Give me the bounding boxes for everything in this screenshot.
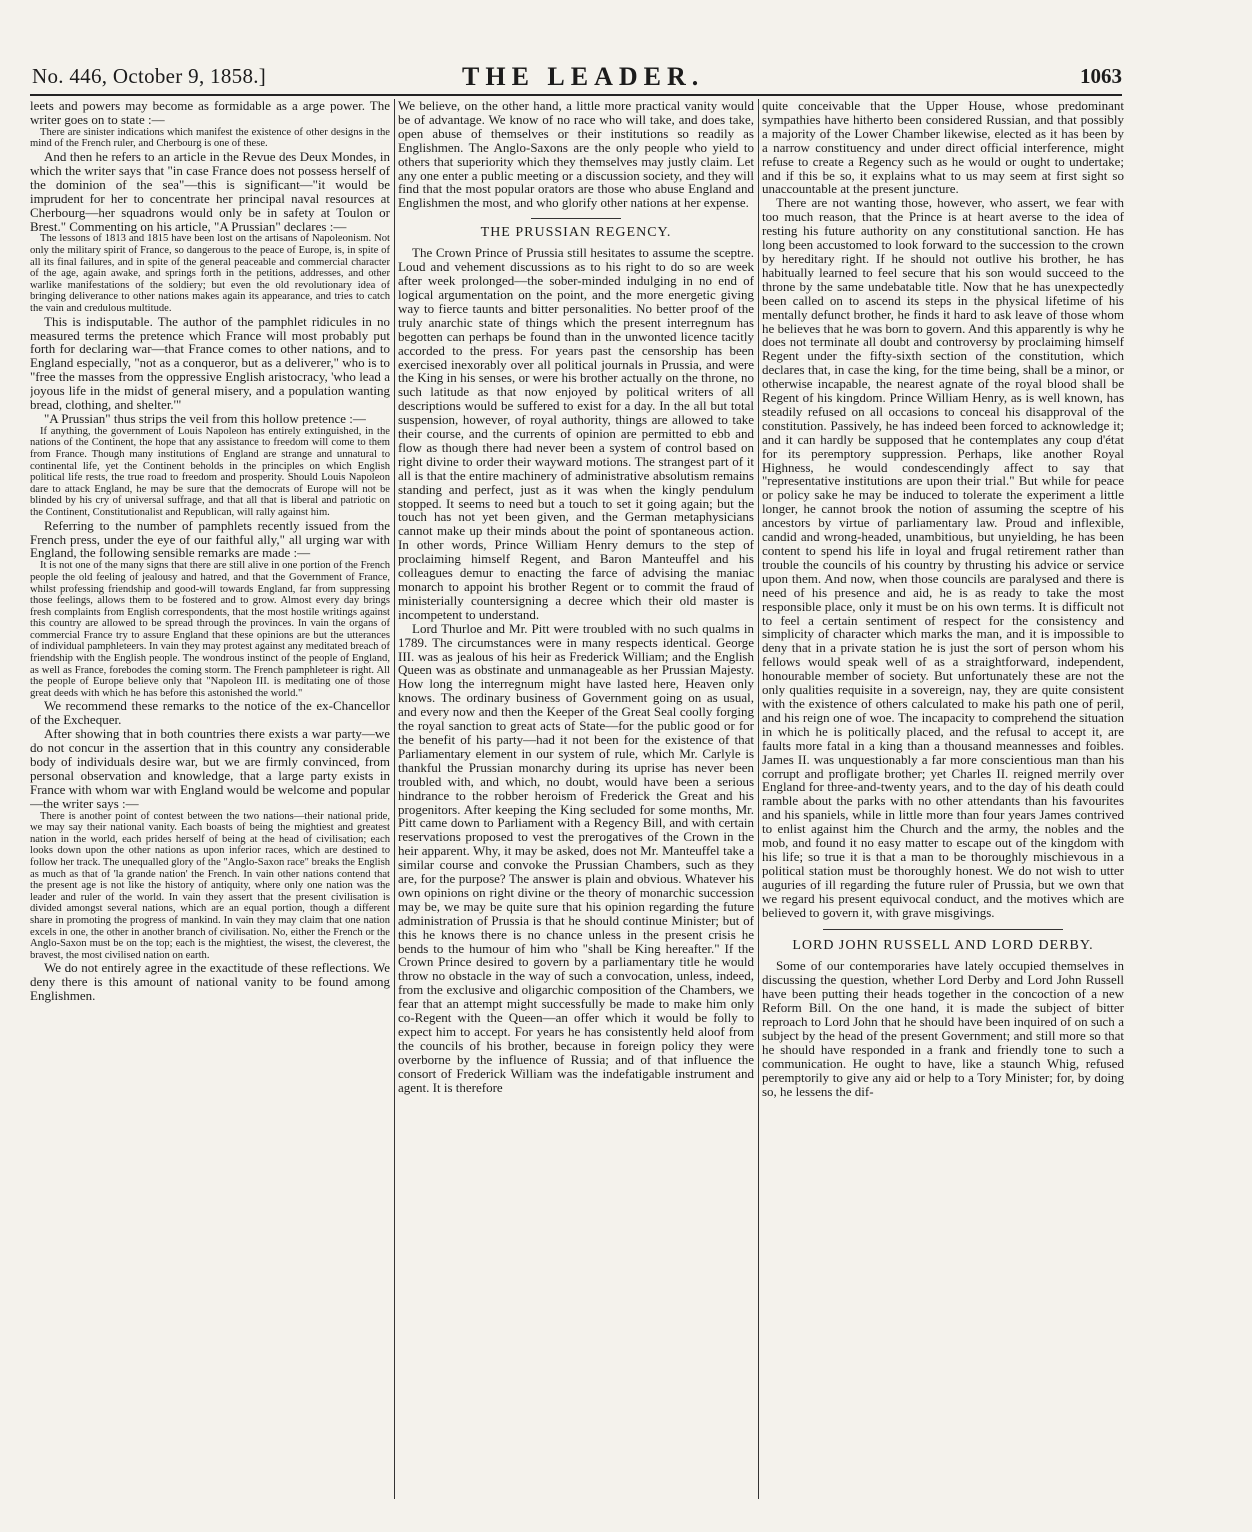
page-number: 1063 — [1080, 64, 1122, 88]
col1-quote-6: If anything, the government of Louis Napoleon has entirely extinguished, in the nations of the Continent, the hope that any assistance to freedom will come to them from France. Though many institutions of England are strange and unnatural to continental life, yet the Continent beholds in the principles on which English political life rests, the true road to freedom and prosperity. Should Louis Napoleon dare to attack England, he may be sure that the democrats of Europe will not be blinded by his cry of universal suffrage, and that all that is liberal and patriotic on the Continent, Constitutionalist and Republican, will rally against him. — [30, 425, 390, 518]
col1-para-0: leets and powers may become as formidable as a arge power. The writer goes on to state :— — [30, 99, 390, 127]
issue-date: No. 446, October 9, 1858.] — [32, 64, 267, 88]
col1-para-7: Referring to the number of pamphlets recently issued from the French press, under the eye of our faithful ally," all urging war with England, the following sensible remarks are made :— — [30, 517, 390, 561]
col1-quote-11: There is another point of contest between the two nations—their national pride, we may say their national vanity. Each boasts of being the mightiest and greatest nation in the world, each prides herself of being at the head of civilisation; each looks down upon the other nations as upon inferior races, which are destined to follow her track. The unequalled glory of the "Anglo-Saxon race" breaks the English as much as that of 'la grande nation' the French. In vain other nations contend that the present age is not like the history of antiquity, where only one nation was the leader and ruler of the world. In vain they assert that the present civilisation is divided amongst several nations, which are an equal portion, though a different share in promoting the progress of mankind. In vain they may claim that one nation excels in one, the other in another branch of civilisation. No, either the French or the Anglo-Saxon must be on the top; each is the mightiest, the wisest, the cleverest, the bravest, the most civilised nation on earth. — [30, 810, 390, 961]
col1-para-4: This is indisputable. The author of the pamphlet ridicules in no measured terms the pretence which France will most probably put forth for declaring war—that France comes to other nations, and to England especially, "not as a conqueror, but as a deliverer," who is to "free the masses from the oppressive English aristocracy, 'who lead a joyous life in the midst of general misery, and a population wanting bread, clothing, and shelter.'" — [30, 313, 390, 413]
col3-closing: Some of our contemporaries have lately occupied themselves in discussing the question, whether Lord Derby and Lord John Russell have been putting their heads together in the concoction of a new Reform Bill. On the one hand, it is made the subject of bitter reproach to Lord John that he should have been inquired of on such a subject by the head of the present Government; and still more so that he should have responded in a frank and friendly tone to such a communication. He ought to have, like a staunch Whig, refused peremptorily to give any aid or help to a Tory Minister; for, by doing so, he lessens the dif- — [762, 958, 1124, 1099]
article-heading-russell-derby: LORD JOHN RUSSELL AND LORD DERBY. — [792, 938, 1094, 954]
col3-para-0: quite conceivable that the Upper House, whose predominant sympathies have hitherto been considered Russian, and that possibly a majority of the Lower Chamber likewise, elected as it has been by a narrow constituency and under direct official interference, might refuse to create a Regency such as he would or ought to undertake; and if this be so, it explains what to us may seem at first sight so unaccountable at the present juncture. — [762, 99, 1124, 197]
col1-para-12: We do not entirely agree in the exactitude of these reflections. We deny there is this amount of national vanity to be found among Englishmen. — [30, 960, 390, 1004]
col1-para-2: And then he refers to an article in the Revue des Deux Mondes, in which the writer says that "in case France does not possess herself of the dominion of the sea"—this is significant—"it would be imprudent for her to concentrate her principal naval resources at Cherbourg—her squadrons would only be in safety at Toulon or Brest." Commenting on his article, "A Prussian" declares :— — [30, 149, 390, 234]
col2-intro: We believe, on the other hand, a little more practical vanity would be of advantage. We know of no race who will take, and does take, open abuse of themselves or their institutions so readily as Englishmen. The Anglo-Saxons are the only people who yield to others that superiority which they themselves may justly claim. Let any one enter a public meeting or a discussion society, and they will find that the most popular orators are those who abuse England and Englishmen the most, and who glorify other nations at her expense. — [398, 99, 754, 211]
col1-para-5: "A Prussian" thus strips the veil from this hollow pretence :— — [44, 410, 366, 426]
article-heading-prussian-regency: THE PRUSSIAN REGENCY. — [480, 225, 672, 241]
col2-para-1: Lord Thurloe and Mr. Pitt were troubled with no such qualms in 1789. The circumstances were in many respects identical. George III. was as jealous of his heir as Frederick William; and the English Queen was as obstinate and unmanageable as her Prussian Majesty. How long the interregnum might have lasted here, Heaven only knows. The ordinary business of Government going on as usual, and every now and then the Keeper of the Great Seal coolly forging the royal sanction to great acts of State—for the public good or for the benefit of his party—had it not been for the existence of that Parliamentary element in our system of rule, which Mr. Carlyle is thankful the Prussian monarchy during its uprise has never been troubled with, and which, no doubt, would have been a serious hindrance to the robber heroism of Frederick the Great and his progenitors. After keeping the King secluded for some months, Mr. Pitt came down to Parliament with a Regency Bill, and with certain reservations proposed to vest the prerogatives of the Crown in the heir apparent. Why, it may be asked, does not Mr. Manteuffel take a similar course and convoke the Prussian Chambers, such as they are, for the purpose? The answer is plain and obvious. Whatever his own opinions on right divine or the theory of monarchic succession may be, we may be quite sure that his opinion regarding the future administration of Prussia is that he should continue Minister; but of this he knows there is no chance unless in the present crisis he bends to the humour of him who "shall be King hereafter." If the Crown Prince desired to govern by a parliamentary title he would throw no obstacle in the way of such a convocation, unless, indeed, from the exclusive and oligarchic composition of the Chambers, we fear that an attempt might successfully be made to make him only co-Regent with the Queen—an offer which it would be folly to expect him to accept. For years he has consistently held aloof from the councils of his brother, because in foreign policy they were overborne by the influence of Russia; and of that influence the consort of Frederick William was the indefatigable instrument and agent. It is therefore — [398, 620, 754, 1095]
col1-para-9: We recommend these remarks to the notice of the ex-Chancellor of the Exchequer. — [30, 698, 390, 728]
newspaper-title: THE LEADER. — [462, 62, 705, 91]
col1-para-10: After showing that in both countries there exists a war party—we do not concur in the assertion that in this country any considerable body of individuals desire war, but we are firmly convinced, from personal observation and knowledge, that a large party exists in France with whom war with England would be welcome and popular—the writer says :— — [30, 726, 390, 811]
col1-quote-3: The lessons of 1813 and 1815 have been lost on the artisans of Napoleonism. Not only the military spirit of France, so dangerous to the peace of Europe, is, in spite of all its final failures, and in spite of the general peaceable and commercial character of the age, again awake, and springs forth in the petitions, addresses, and other warlike manifestations of the soldiery; but even the old revolutionary idea of bringing deliverance to other nations makes again its appearance, and tries to catch the vain and credulous multitude. — [30, 233, 390, 314]
col1-quote-1: There are sinister indications which manifest the existence of other designs in the mind of the French ruler, and Cherbourg is one of these. — [30, 126, 390, 150]
column-1 — [30, 99, 390, 1499]
col2-para-0: The Crown Prince of Prussia still hesitates to assume the sceptre. Loud and vehement discussions as to his right to do so are week after week prolonged—the sober-minded indulging in no end of logical argumentation on the point, and the more energetic giving way to fierce taunts and bitter personalities. No better proof of the truly anarchic state of things which the present interregnum has begotten can perhaps be found than in the unwonted licence tacitly accorded to the press. For years past the censorship has been exercised inexorably over all political journals in Prussia, and were the King in his senses, or were his brother actually on the throne, no such latitude as that now enjoyed by political writers of all descriptions would be suffered to exist for a day. In the all but total suspension, however, of royal authority, things are allowed to take their course, and the currents of opinion are permitted to ebb and flow as though there had never been a system of control based on right divine to order their wayward motions. The strangest part of it all is that the entire machinery of administrative absolutism remains standing and perfect, just as it was when the kingly pendulum stopped. It seems to need but a touch to set it going again; but the touch has not yet been given, and the German metaphysicians cannot make up their minds about the point of spontaneous action. In other words, Prince William Henry demurs to the step of proclaiming himself Regent, and Baron Manteuffel and his colleagues demur to enacting the farce of advising the maniac monarch to appoint his brother Regent or to commit the fraud of ministerially countersigning a decree which their old master is incompetent to understand. — [398, 245, 754, 622]
section-separator — [531, 218, 621, 219]
column-2 — [398, 99, 754, 1499]
header-rule — [30, 94, 1122, 96]
col1-quote-8: It is not one of the many signs that there are still alive in one portion of the French people the old feeling of jealousy and hatred, and that the Government of France, whilst professing friendship and good-will towards England, far from suppressing those feelings, allows them to be fostered and to grow. Almost every day brings fresh complaints from English correspondents, that the most hostile writings against this country are allowed to be spread through the provinces. In vain the organs of commercial France try to assure England that these opinions are but the utterances of individual pamphleteers. In vain they may protest against any meditated breach of friendship with the English people. The wondrous instinct of the people of England, as well as France, forebodes the coming storm. The French pamphleteer is right. All the people of Europe believe only that "Napoleon III. is meditating one of those great deeds with which he has before this astonished the world." — [30, 560, 390, 699]
masthead — [32, 64, 1122, 94]
column-3 — [762, 99, 1124, 1499]
section-separator-2 — [823, 929, 1063, 930]
column-divider-1 — [394, 99, 395, 1499]
col3-para-1: There are not wanting those, however, who assert, we fear with too much reason, that the Prince is at heart averse to the idea of resting his future authority on any constitutional sanction. He has long been accustomed to look forward to the succession to the crown by hereditary right. If he should not outlive his brother, he has habitually learned to feel secure that his son would succeed to the throne by the same undebatable title. Now that he has unexpectedly been called on to ascend its steps in the physical lifetime of his mentally defunct brother, he finds it hard to ask leave of those whom he believes that he was born to govern. And this apparently is why he does not terminate all doubt and controversy by proclaiming himself Regent under the fifty-sixth section of the constitution, which declares that, in case the king, for the time being, shall be a minor, or otherwise incapable, the nearest agnate of the royal blood shall be Regent of his kingdom. Prince William Henry, as is well known, has steadily refused on all occasions to conceal his disapproval of the constitution. Passively, he has indeed been forced to acknowledge it; and it can hardly be supposed that he contemplates any coup d'état for its peremptory suppression. Perhaps, like another Royal Highness, he would condescendingly affect to say that "representative institutions are upon their trial." But while for peace or policy sake he may be induced to tolerate the experiment a little longer, he cannot brook the notion of assuming the sceptre of his ancestors by virtue of parliamentary law. Proud and inflexible, candid and wrong-headed, unambitious, but unyielding, he has been content to spend his life in loyal and frugal retirement rather than trouble the councils of his country by thrusting his advice or service upon them. And now, when those councils are paralysed and there is need of his presence and aid, he is as ready to take the most responsible place, only it must be on his own terms. It is difficult not to feel a certain sentiment of respect for the consistency and simplicity of character which marks the man, and it is impossible to deny that in a private station he is just the sort of person whom his fellows would speak well of as a straightforward, independent, honourable member of society. But unfortunately these are not the only qualities requisite in a sovereign, nay, they are quite consistent with the existence of others calculated to make his path one of peril, and his reign one of woe. The incapacity to comprehend the situation in which he is politically placed, and the refusal to accept it, are faults more fatal in a king than a thousand meannesses and foibles. James II. was unquestionably a far more conscientious man than his corrupt and profligate brother; yet Charles II. reigned merrily over England for three-and-twenty years, and to the day of his death could ramble about the parks with no other attendants than his favourites and his spaniels, while in little more than four years James contrived to enlist against him the Church and the army, the nobles and the mob, and found it no easy matter to escape out of the kingdom with his life; so true it is that a man to be thoroughly mischievous in a political station must be thoroughly honest. We do not wish to utter auguries of ill regarding the future ruler of Prussia, but we own that we regard his present equivocal conduct, and the motives which are believed to govern it, with grave misgivings. — [762, 195, 1124, 920]
column-divider-2 — [758, 99, 759, 1499]
